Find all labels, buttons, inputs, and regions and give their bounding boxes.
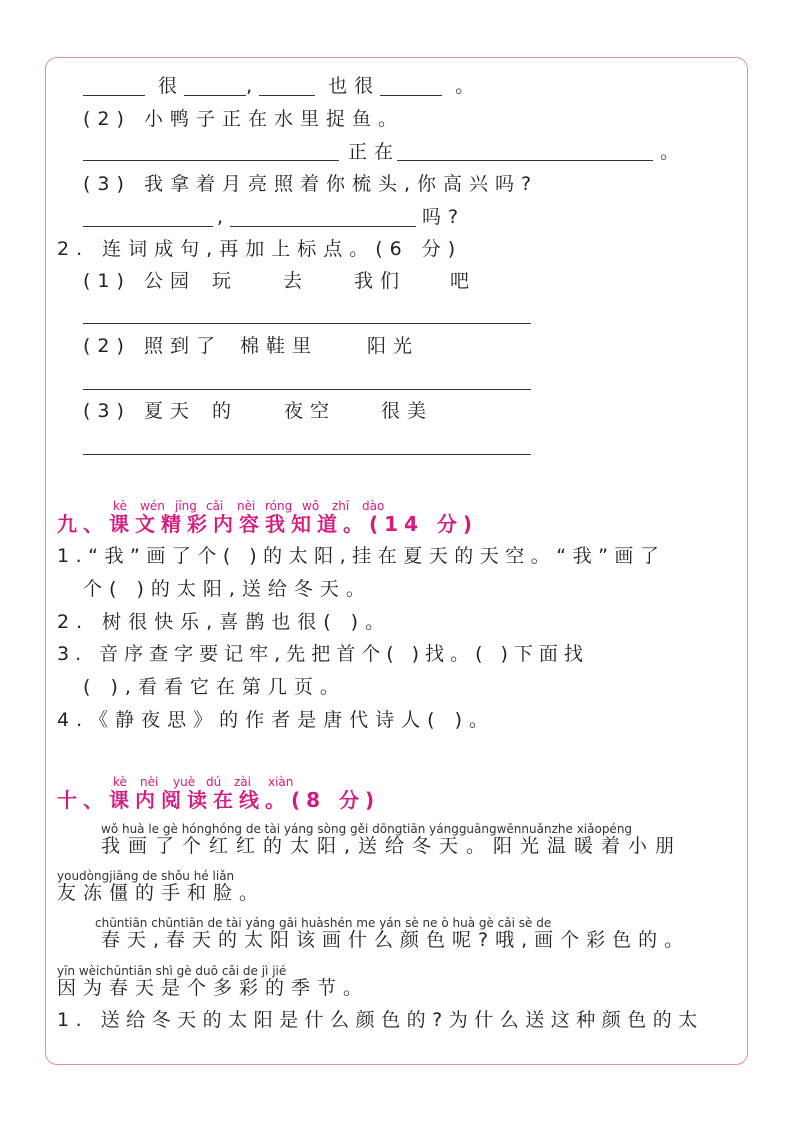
word: 棉鞋里 — [240, 335, 319, 357]
word: 很美 — [381, 400, 434, 422]
pattern-comma: , — [217, 206, 231, 228]
answer-line[interactable] — [397, 160, 653, 161]
item-number: (1) — [83, 270, 131, 292]
pattern-end: 。 — [455, 75, 482, 97]
section-9-heading: 九、课文精彩内容我知道。(14 分) — [57, 512, 479, 536]
s9-question-1b: 个( )的太阳,送给冬天。 — [83, 578, 372, 600]
answer-line[interactable] — [83, 226, 213, 227]
item-number: (3) — [83, 400, 131, 422]
pattern-comma: , — [246, 75, 260, 97]
s9-question-3a: 3. 音序查字要记牢,先把首个( )找。( )下面找 — [57, 643, 589, 665]
answer-line[interactable] — [83, 323, 531, 324]
pattern-end: 。 — [660, 141, 687, 163]
answer-blank[interactable] — [259, 79, 315, 96]
word: 玩 — [212, 270, 239, 292]
section-10-heading: 十、课内阅读在线。(8 分) — [57, 788, 381, 812]
item-number: (2) — [83, 335, 131, 357]
s10-question-1: 1. 送给冬天的太阳是什么颜色的?为什么送这种颜色的太 — [57, 1009, 704, 1031]
answer-line[interactable] — [230, 226, 416, 227]
answer-line[interactable] — [83, 160, 339, 161]
answer-blank[interactable] — [184, 79, 246, 96]
question-2-title: 2. 连词成句,再加上标点。(6 分) — [57, 238, 463, 260]
pattern-word: 也很 — [328, 75, 381, 97]
answer-line[interactable] — [83, 454, 531, 455]
answer-line[interactable] — [83, 389, 531, 390]
s9-question-1a: 1.“我”画了个( )的太阳,挂在夏天的天空。“我”画了 — [57, 545, 666, 567]
section-9-pinyin: kè wén jīng cǎi nèi róng wǒ zhī dào — [113, 499, 385, 513]
s9-question-4: 4.《静夜思》的作者是唐代诗人( )。 — [57, 709, 495, 731]
reading-line-1: 我画了个红红的太阳,送给冬天。阳光温暖着小朋 — [101, 835, 683, 857]
word: 吧 — [450, 270, 477, 292]
pattern-word-zhengzai: 正在 — [348, 141, 401, 163]
word: 夏天 — [143, 400, 196, 422]
reading-pinyin-3: chūntiān chūntiān de tài yáng gāi huàshén me yán sè ne ò huà gè cǎi sè de — [95, 916, 552, 930]
reading-line-4: 因为春天是个多彩的季节。 — [57, 977, 370, 999]
sentence-pattern-line — [83, 77, 481, 96]
reading-pinyin-4: yīn wèichūntiān shì gè duō cǎi de jì jié — [57, 964, 287, 978]
word-group-2 — [83, 337, 222, 356]
word: 夜空 — [284, 400, 337, 422]
example-sentence-2: (2) 小鸭子正在水里捉鱼。 — [83, 108, 404, 130]
reading-pinyin-2: youdòngjiāng de shǒu hé liǎn — [57, 869, 235, 883]
word: 阳光 — [367, 335, 420, 357]
word-group-1 — [83, 272, 196, 291]
word: 我们 — [354, 270, 407, 292]
reading-line-3: 春天,春天的太阳该画什么颜色呢?哦,画个彩色的。 — [101, 929, 691, 951]
answer-blank[interactable] — [380, 79, 442, 96]
reading-line-2: 友冻僵的手和脸。 — [57, 882, 266, 904]
word: 的 — [212, 400, 239, 422]
pattern-word: 很 — [158, 75, 185, 97]
example-sentence-3: (3) 我拿着月亮照着你梳头,你高兴吗? — [83, 173, 539, 195]
word: 照到了 — [143, 335, 222, 357]
word: 去 — [283, 270, 310, 292]
word-group-3 — [83, 402, 196, 421]
s9-question-3b: ( ),看看它在第几页。 — [83, 676, 346, 698]
pattern-end: 吗? — [422, 206, 466, 228]
reading-pinyin-1: wǒ huà le gè hónghóng de tài yáng sòng gěi dōngtiān yángguāngwēnnuǎnzhe xiǎopéng — [101, 822, 633, 836]
section-10-pinyin: kè nèi yuè dú zài xiàn — [113, 775, 294, 789]
word: 公园 — [143, 270, 196, 292]
s9-question-2: 2. 树很快乐,喜鹊也很( )。 — [57, 611, 392, 633]
answer-blank[interactable] — [83, 79, 145, 96]
